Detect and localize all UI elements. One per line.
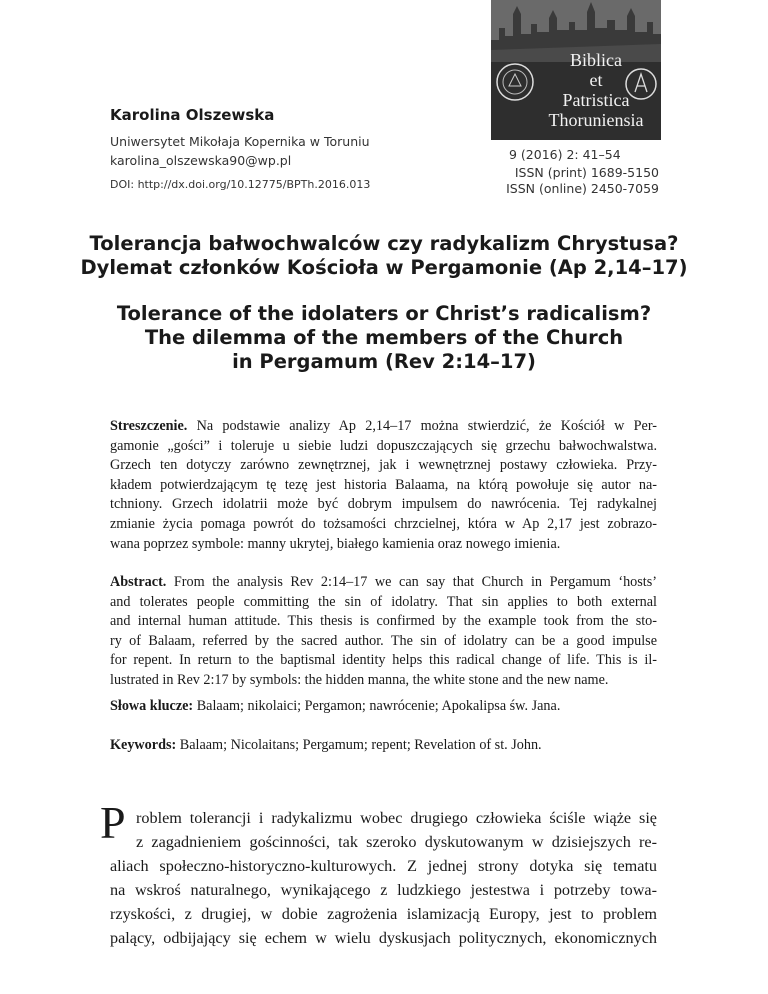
body-line: aliach społeczno-historyczno-kulturowych. Z jednej strony dotyka się tematu: [110, 857, 657, 875]
title-en-line: in Pergamum (Rev 2:14–17): [232, 350, 536, 373]
streszczenie-label: Streszczenie.: [110, 418, 188, 434]
streszczenie-line: Grzech ten dotyczy zarówno zewnętrznej, jak i wewnętrznej postawy człowieka. Przy-: [110, 457, 657, 474]
streszczenie-line: zmianie życia pomaga powrót do tożsamości chrzcielnej, która w Ap 2,17 jest zobrazo-: [110, 515, 657, 532]
title-pl-line: Tolerancja bałwochwalców czy radykalizm Chrystusa?: [89, 232, 679, 255]
main-body-text: [110, 806, 657, 950]
abstract-line: for repent. In return to the baptismal identity helps this radical change of life. This is il-: [110, 652, 657, 669]
streszczenie-line: tchniony. Grzech idolatrii może być dobrym impulsem do nawrócenia. Tej radykalnej: [110, 496, 657, 513]
title-polish: [60, 232, 708, 280]
logo-line-2: et: [589, 70, 603, 90]
abstract-line: and internal human attitude. This thesis is confirmed by the example took from the sto-: [110, 613, 657, 630]
keywords-label: Keywords:: [110, 737, 177, 753]
abstract-polish: [110, 417, 657, 554]
doi-text: DOI: http://dx.doi.org/10.12775/BPTh.2016.013: [110, 178, 371, 191]
body-line: na wskroś naturalnego, wynikającego z ludzkiego jestestwa i potrzeby towa-: [110, 881, 657, 899]
author-email: karolina_olszewska90@wp.pl: [110, 153, 292, 168]
abstract-line: and tolerates people committing the sin of idolatry. That sin applies to both external: [110, 593, 657, 610]
author-affiliation: [110, 132, 370, 170]
keywords-text: Balaam; Nicolaitans; Pergamum; repent; Revelation of st. John.: [176, 737, 542, 753]
streszczenie-line: kładem potwierdzającym tę tezę jest historia Balaama, na którą powołuje się autor na-: [110, 476, 657, 493]
issue-info: 9 (2016) 2: 41–54: [509, 147, 621, 162]
title-en-line: The dilemma of the members of the Church: [144, 326, 624, 349]
journal-logo: [491, 0, 661, 140]
streszczenie-line: gamonie „gości” i toleruje u siebie ludzi dopuszczających się grzechu bałwochwalstwa.: [110, 437, 657, 454]
streszczenie-line: wana poprzez symbole: manny ukrytej, białego kamienia oraz nowego imienia.: [110, 535, 561, 552]
streszczenie-line: Na podstawie analizy Ap 2,14–17 można stwierdzić, że Kościół w Per-: [187, 418, 657, 434]
logo-line-1: Biblica: [570, 50, 622, 70]
keywords-polish: [110, 697, 657, 717]
affiliation-text: Uniwersytet Mikołaja Kopernika w Toruniu: [110, 134, 370, 149]
slowa-klucze-label: Słowa klucze:: [110, 698, 194, 714]
body-line: z zagadnieniem gościnności, tak szeroko dyskutowanym w dzisiejszych re-: [136, 833, 657, 851]
title-english: [60, 302, 708, 374]
author-name: Karolina Olszewska: [110, 106, 275, 124]
slowa-klucze-text: Balaam; nikolaici; Pergamon; nawrócenie; Apokalipsa św. Jana.: [193, 698, 561, 714]
keywords-english: [110, 736, 657, 756]
body-line: roblem tolerancji i radykalizmu wobec drugiego człowieka ściśle wiąże się: [136, 809, 657, 827]
issn-online: ISSN (online) 2450-7059: [506, 181, 659, 196]
drop-cap: P: [100, 797, 126, 848]
abstract-label: Abstract.: [110, 574, 167, 590]
title-pl-line: Dylemat członków Kościoła w Pergamonie (Ap 2,14–17): [80, 256, 688, 279]
abstract-line: From the analysis Rev 2:14–17 we can say that Church in Pergamum ‘hosts’: [166, 574, 657, 590]
logo-line-4: Thoruniensia: [548, 110, 644, 130]
abstract-line: ry of Balaam, referred by the sacred author. The sin of idolatry can be a good impulse: [110, 632, 657, 649]
title-en-line: Tolerance of the idolaters or Christ’s radicalism?: [116, 302, 652, 325]
body-line: rzyskości, z drugiej, w dobie zagrożenia islamizacją Europy, jest to problem: [110, 905, 657, 923]
body-line: palący, odbijający się echem w wielu dyskusjach politycznych, ekonomicznych: [110, 929, 657, 947]
journal-title-block: [537, 50, 655, 130]
abstract-english: [110, 573, 657, 691]
abstract-line: lustrated in Rev 2:17 by symbols: the hidden manna, the white stone and the new name.: [110, 671, 609, 688]
logo-line-3: Patristica: [562, 90, 630, 110]
issn-print: ISSN (print) 1689-5150: [514, 165, 659, 180]
